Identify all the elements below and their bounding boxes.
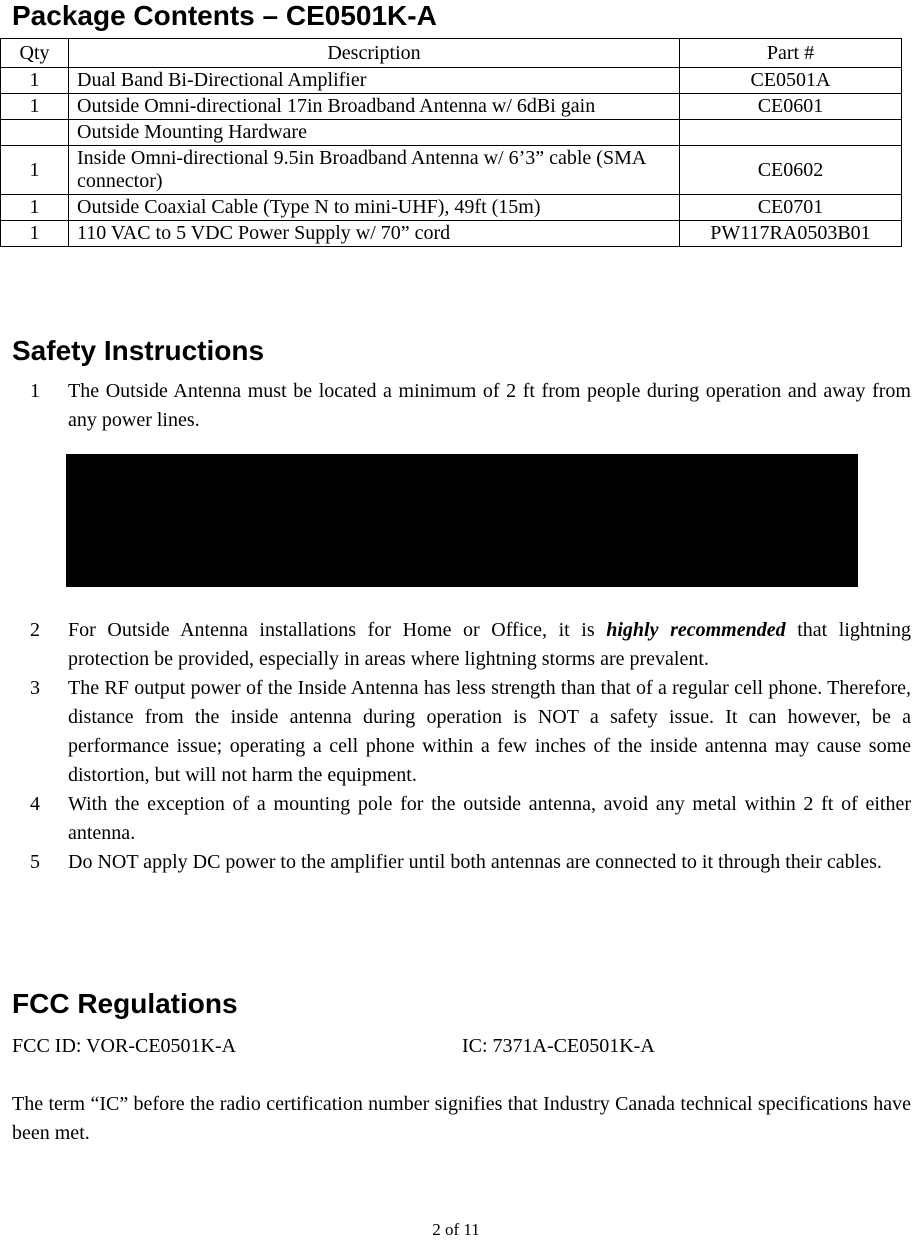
list-item	[0, 790, 912, 848]
list-item	[0, 616, 912, 674]
item-text-before: For Outside Antenna installations for Home or Office, it is	[68, 619, 607, 641]
package-contents-table	[0, 38, 902, 247]
item-number: 1	[30, 380, 40, 402]
item-text: The RF output power of the Inside Antenna has less strength than that of a regular cell phone. Therefore, distance from the inside antenna during operation is NOT a safety issue. It can however, be a performance issue; operating a cell phone within a few inches of the inside antenna may cause some distortion, but will not harm the equipment.	[68, 677, 911, 786]
fcc-id: FCC ID: VOR-CE0501K-A	[12, 1035, 237, 1057]
ic-statement: The term “IC” before the radio certification number signifies that Industry Canada technical specifications have been met.	[12, 1093, 911, 1144]
table-row	[1, 68, 902, 94]
qty-cell	[1, 120, 69, 146]
table-row	[1, 221, 902, 247]
table-row	[1, 94, 902, 120]
item-number: 3	[30, 677, 40, 699]
table-row	[1, 195, 902, 221]
item-text: Do NOT apply DC power to the amplifier until both antennas are connected to it through their cables.	[68, 851, 882, 873]
qty-cell: 1	[1, 195, 69, 221]
item-text-after: that lightning protection be provided, especially in areas where lightning storms are prevalent.	[68, 619, 912, 670]
part-cell: CE0501A	[680, 68, 902, 94]
qty-cell: 1	[1, 94, 69, 120]
item-text: With the exception of a mounting pole for the outside antenna, avoid any metal within 2 ft of either antenna.	[68, 793, 911, 844]
item-number: 2	[30, 619, 40, 641]
table-row	[1, 120, 902, 146]
qty-cell: 1	[1, 221, 69, 247]
qty-cell: 1	[1, 68, 69, 94]
ic-id: IC: 7371A-CE0501K-A	[462, 1035, 655, 1057]
safety-list-part2	[0, 616, 912, 877]
item-number: 5	[30, 851, 40, 873]
part-cell: CE0701	[680, 195, 902, 221]
part-header: Part #	[680, 39, 902, 68]
description-cell: Dual Band Bi-Directional Amplifier	[69, 68, 680, 94]
description-cell: Inside Omni-directional 9.5in Broadband Antenna w/ 6’3” cable (SMA connector)	[69, 146, 680, 195]
table-header-row	[1, 39, 902, 68]
description-cell: Outside Omni-directional 17in Broadband Antenna w/ 6dBi gain	[69, 94, 680, 120]
fcc-regulations-title: FCC Regulations	[12, 988, 238, 1019]
description-cell: 110 VAC to 5 VDC Power Supply w/ 70” cord	[69, 221, 680, 247]
list-item	[0, 674, 912, 790]
qty-header: Qty	[1, 39, 69, 68]
table-row	[1, 146, 902, 195]
qty-cell: 1	[1, 146, 69, 195]
list-item	[0, 377, 912, 435]
part-cell: CE0602	[680, 146, 902, 195]
description-cell: Outside Coaxial Cable (Type N to mini-UHF), 49ft (15m)	[69, 195, 680, 221]
item-text: The Outside Antenna must be located a minimum of 2 ft from people during operation and away from any power lines.	[68, 380, 911, 431]
redacted-block	[66, 454, 858, 587]
item-number: 4	[30, 793, 40, 815]
part-cell: PW117RA0503B01	[680, 221, 902, 247]
item-emphasis: highly recommended	[606, 619, 786, 641]
description-cell: Outside Mounting Hardware	[69, 120, 680, 146]
safety-instructions-title: Safety Instructions	[12, 335, 265, 366]
package-contents-title: Package Contents – CE0501K-A	[12, 0, 437, 31]
description-header: Description	[69, 39, 680, 68]
fcc-ids-line	[12, 1032, 911, 1061]
safety-list-part1	[0, 377, 912, 435]
list-item	[0, 848, 912, 877]
part-cell: CE0601	[680, 94, 902, 120]
part-cell	[680, 120, 902, 146]
page-number: 2 of 11	[432, 1220, 480, 1239]
